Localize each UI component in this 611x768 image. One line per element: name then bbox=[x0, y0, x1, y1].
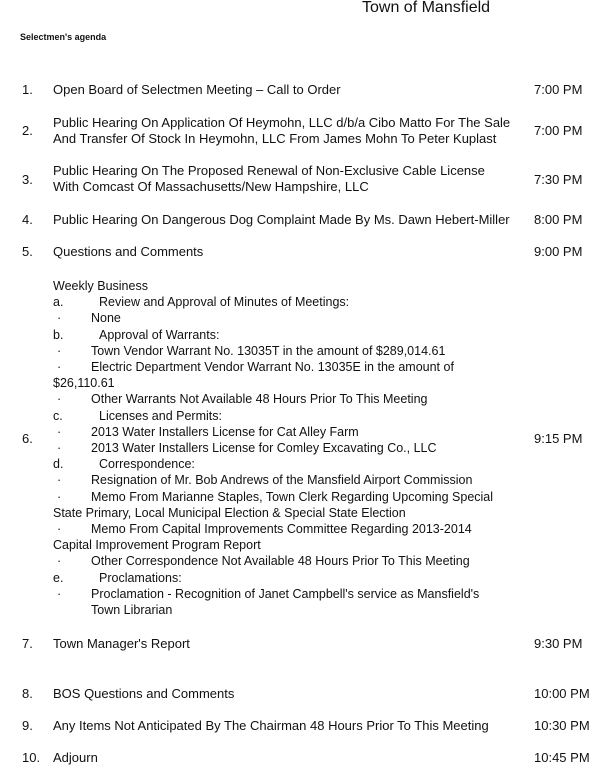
item-text bbox=[53, 82, 533, 98]
list-item bbox=[53, 489, 523, 505]
item-line: BOS Questions and Comments bbox=[53, 686, 235, 701]
subsection-a-title bbox=[53, 294, 523, 310]
letter-marker: e. bbox=[53, 570, 64, 585]
item-number: 1. bbox=[22, 82, 33, 97]
list-item-text: Town Vendor Warrant No. 13035T in the amount of $289,014.61 bbox=[91, 343, 446, 358]
letter-marker: d. bbox=[53, 457, 64, 472]
list-item-text: Electric Department Vendor Warrant No. 13035E in the amount of bbox=[91, 360, 454, 375]
item-number: 3. bbox=[22, 172, 33, 187]
item-text bbox=[53, 115, 533, 147]
list-item-continuation: $26,110.61 bbox=[53, 376, 115, 391]
item-text bbox=[53, 686, 533, 702]
subsection-title: Licenses and Permits: bbox=[99, 408, 222, 423]
subsection-c-title bbox=[53, 408, 523, 424]
list-item-text: Other Warrants Not Available 48 Hours Prior To This Meeting bbox=[91, 392, 428, 407]
list-item bbox=[53, 424, 523, 440]
list-item bbox=[53, 343, 523, 359]
list-item-continuation: Capital Improvement Program Report bbox=[53, 538, 261, 553]
item-text bbox=[53, 212, 533, 228]
item-text bbox=[53, 244, 533, 260]
list-item-text: Memo From Marianne Staples, Town Clerk Regarding Upcoming Special bbox=[91, 489, 494, 504]
item-time: 10:45 PM bbox=[534, 750, 590, 765]
list-item-text: None bbox=[91, 311, 121, 326]
item-line: Public Hearing On Dangerous Dog Complaint Made By Ms. Dawn Hebert-Miller bbox=[53, 212, 510, 227]
bullet-icon: · bbox=[57, 441, 62, 456]
bullet-icon: · bbox=[57, 522, 62, 537]
bullet-icon: · bbox=[57, 554, 62, 569]
item-line: Town Manager's Report bbox=[53, 636, 190, 651]
list-item bbox=[53, 440, 523, 456]
bullet-icon: · bbox=[57, 311, 62, 326]
list-item-text: 2013 Water Installers License for Comley Excavating Co., LLC bbox=[91, 441, 437, 456]
item-time: 8:00 PM bbox=[534, 212, 583, 227]
bullet-icon: · bbox=[57, 343, 62, 358]
item-time: 7:30 PM bbox=[534, 172, 583, 187]
list-item bbox=[53, 586, 523, 602]
subsection-title: Proclamations: bbox=[99, 570, 182, 585]
bullet-icon: · bbox=[57, 360, 62, 375]
item-line: And Transfer Of Stock In Heymohn, LLC From James Mohn To Peter Kuplast bbox=[53, 131, 497, 146]
item-number: 9. bbox=[22, 718, 33, 733]
list-item bbox=[53, 553, 523, 569]
item-text bbox=[53, 636, 533, 652]
list-item-continuation: Town Librarian bbox=[91, 603, 173, 618]
list-item bbox=[53, 310, 523, 326]
page-title: Town of Mansfield bbox=[362, 0, 491, 16]
list-item bbox=[53, 472, 523, 488]
item-time: 9:00 PM bbox=[534, 244, 583, 259]
list-item bbox=[53, 521, 523, 537]
item-number: 6. bbox=[22, 431, 33, 446]
item-number: 4. bbox=[22, 212, 33, 227]
list-item-text: Proclamation - Recognition of Janet Campbell's service as Mansfield's bbox=[91, 586, 480, 601]
item-time: 10:00 PM bbox=[534, 686, 590, 701]
item-line: Public Hearing On The Proposed Renewal of Non-Exclusive Cable License bbox=[53, 163, 485, 178]
item-line: Any Items Not Anticipated By The Chairman 48 Hours Prior To This Meeting bbox=[53, 718, 489, 733]
item-time: 7:00 PM bbox=[534, 82, 583, 97]
list-item-text: 2013 Water Installers License for Cat Alley Farm bbox=[91, 424, 359, 439]
section-heading: Weekly Business bbox=[53, 279, 148, 293]
list-item-text: Other Correspondence Not Available 48 Hours Prior To This Meeting bbox=[91, 554, 470, 569]
list-item-text: Resignation of Mr. Bob Andrews of the Mansfield Airport Commission bbox=[91, 473, 473, 488]
item-time: 9:15 PM bbox=[534, 431, 583, 446]
item-number: 10. bbox=[22, 750, 41, 765]
item-number: 2. bbox=[22, 123, 33, 138]
subsection-title: Review and Approval of Minutes of Meetings: bbox=[99, 295, 350, 310]
item-time: 10:30 PM bbox=[534, 718, 590, 733]
subsection-title: Correspondence: bbox=[99, 457, 195, 472]
letter-marker: b. bbox=[53, 327, 64, 342]
item-line: Public Hearing On Application Of Heymohn, LLC d/b/a Cibo Matto For The Sale bbox=[53, 115, 511, 130]
agenda-subtitle: Selectmen's agenda bbox=[20, 32, 107, 42]
bullet-icon: · bbox=[57, 473, 62, 488]
weekly-business-section bbox=[53, 278, 523, 618]
bullet-icon: · bbox=[57, 489, 62, 504]
item-line: With Comcast Of Massachusetts/New Hampshire, LLC bbox=[53, 179, 369, 194]
bullet-icon: · bbox=[57, 392, 62, 407]
item-time: 7:00 PM bbox=[534, 123, 583, 138]
list-item-text: Memo From Capital Improvements Committee Regarding 2013-2014 bbox=[91, 522, 472, 537]
item-text bbox=[53, 163, 533, 195]
list-item bbox=[53, 391, 523, 407]
bullet-icon: · bbox=[57, 586, 62, 601]
item-line: Open Board of Selectmen Meeting – Call to Order bbox=[53, 82, 341, 97]
letter-marker: a. bbox=[53, 295, 64, 310]
item-line: Adjourn bbox=[53, 750, 98, 765]
subsection-e-title bbox=[53, 570, 523, 586]
item-text bbox=[53, 718, 533, 734]
subsection-d-title bbox=[53, 456, 523, 472]
subsection-b-title bbox=[53, 327, 523, 343]
letter-marker: c. bbox=[53, 408, 63, 423]
subsection-title: Approval of Warrants: bbox=[99, 327, 220, 342]
item-text bbox=[53, 750, 533, 766]
list-item-continuation: State Primary, Local Municipal Election & Special State Election bbox=[53, 505, 406, 520]
item-line: Questions and Comments bbox=[53, 244, 204, 259]
bullet-icon: · bbox=[57, 424, 62, 439]
list-item bbox=[53, 359, 523, 375]
item-number: 8. bbox=[22, 686, 33, 701]
item-time: 9:30 PM bbox=[534, 636, 583, 651]
item-number: 5. bbox=[22, 244, 33, 259]
item-number: 7. bbox=[22, 636, 33, 651]
